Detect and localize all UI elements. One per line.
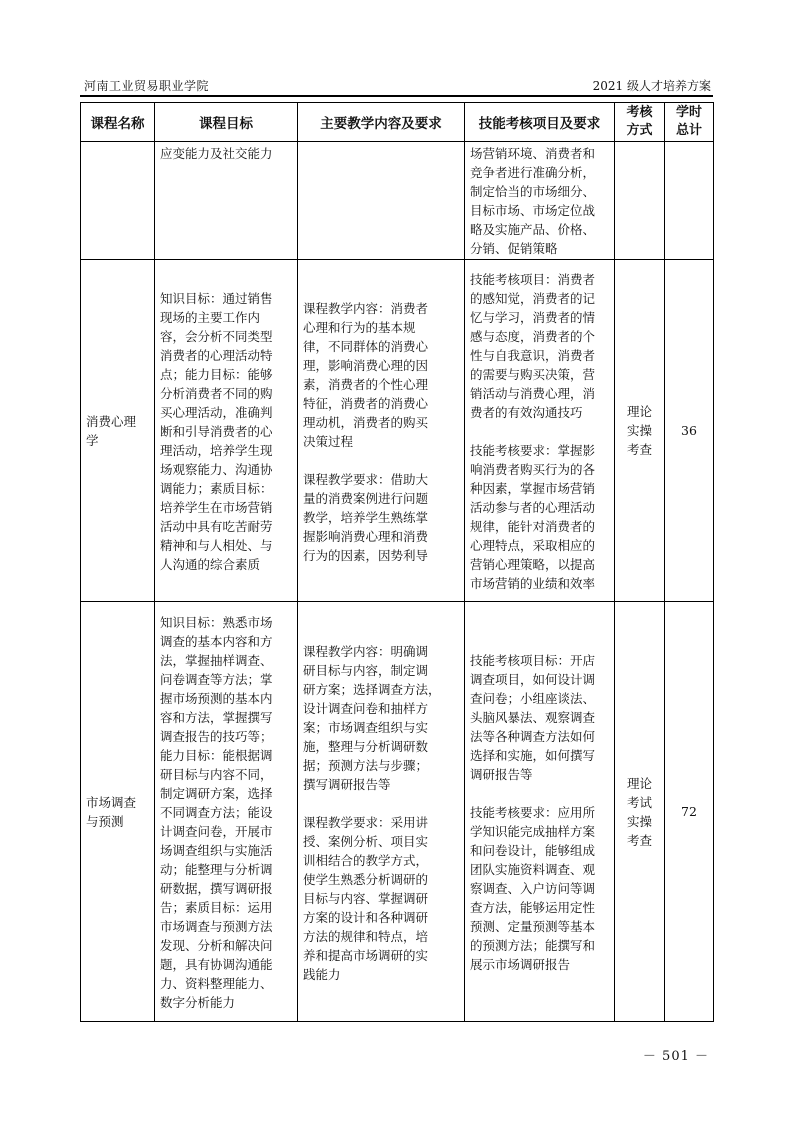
assessment-method-text: 理论 考试 实操 考查	[626, 775, 652, 848]
course-content-text	[298, 142, 464, 144]
course-goal-text: 知识目标：熟悉市场 调查的基本内容和方 法，掌握抽样调查、 问卷调查等方法；掌 握市场预测的基本内 容和方法，掌握撰写 调查报告的技巧等； 能力目标：能根据调 研目标与内容不同， 制定调研方案，选择 不同调查方法；能设 计调查问卷，开展市 场调查组织与实施活 动；能整理与分析调 研数据，撰写调研报 告；素质目标：运用 市场调查与预测方法 发现、分析和解决问 题，具有协调沟通能 力、资料整理能力、 数字分析能力	[160, 615, 273, 1010]
course-content-text: 课程教学内容：明确调 研目标与内容，制定调 研方案；选择调查方法， 设计调查问卷和抽样方 案；市场调查组织与实 施，整理与分析调研数 据；预测方法与步骤； 撰写调研报告等 课程教学要求：采用讲 授、案例分析、项目实 训相结合的教学方式， 使学生熟悉分析调研的 目标与内容、掌握调研 方案的设计和各种调研 方法的规律和特点，培 养和提高市场调研的实 践能力	[303, 643, 441, 982]
column-header-goal: 课程目标	[155, 103, 298, 142]
course-skill-text: 技能考核项目：消费者 的感知觉，消费者的记 忆与学习，消费者的情 感与态度，消费者的个 性与自我意识，消费者 的需要与购买决策，营 销活动与消费心理，消 费者的有效沟通技巧 技能考核要求：掌握影 响消费者购买行为的各 种因素，掌握市场营销 活动参与者的心理活动 规律，能针对消费者的 心理特点，采取相应的 营销心理策略，以提高 市场营销的业绩和效率	[470, 272, 596, 591]
course-skill-cell	[465, 142, 615, 260]
course-content-text: 课程教学内容：消费者 心理和行为的基本规 律，不同群体的消费心 理，影响消费心理的因 素，消费者的个性心理 特征，消费者的消费心 理动机，消费者的购买 决策过程 课程教学要求：借助大 量的消费案例进行问题 教学，培养学生熟练掌 握影响消费心理和消费 行为的因素，因势利导	[303, 300, 429, 563]
header-divider	[80, 95, 713, 97]
course-skill-text: 场营销环境、消费者和 竞争者进行准确分析， 制定恰当的市场细分、 目标市场、市场定位战 略及实施产品、价格、 分销、促销策略	[470, 146, 596, 256]
total-hours-cell	[665, 142, 714, 260]
course-goal-cell	[155, 260, 298, 602]
total-hours-cell: 36	[665, 260, 714, 602]
assessment-method-cell	[615, 142, 665, 260]
course-content-cell	[298, 260, 465, 602]
column-header-method-text: 考核 方式	[626, 105, 653, 138]
course-goal-cell	[155, 602, 298, 1022]
course-name-cell: 市场调查 与预测	[81, 602, 155, 1022]
course-skill-cell	[465, 260, 615, 602]
column-header-hours-text: 学时 总计	[675, 105, 702, 138]
course-content-cell	[298, 142, 465, 260]
header-school-name: 河南工业贸易职业学院	[84, 79, 210, 93]
table-row	[81, 602, 714, 1022]
column-header-hours	[665, 103, 714, 142]
page-number: － 501 －	[642, 1049, 709, 1064]
total-hours-cell: 72	[665, 602, 714, 1022]
assessment-method-cell	[615, 260, 665, 602]
course-goal-text: 应变能力及社交能力	[160, 146, 273, 161]
assessment-method-text: 理论 实操 考查	[626, 404, 652, 457]
course-skill-cell	[465, 602, 615, 1022]
column-header-skill: 技能考核项目及要求	[465, 103, 615, 142]
course-name-cell	[81, 142, 155, 260]
course-goal-cell	[155, 142, 298, 260]
course-goal-text: 知识目标：通过销售 现场的主要工作内 容，会分析不同类型 消费者的心理活动特 点；能力目标：能够 分析消费者不同的购 买心理活动，准确判 断和引导消费者的心 理活动，培养学生现 场观察能力、沟通协 调能力；素质目标： 培养学生在市场营销 活动中具有吃苦耐劳 精神和与人相处、与 人沟通的综合素质	[160, 291, 273, 572]
course-skill-text: 技能考核项目标：开店 调查项目，如何设计调 查问卷；小组座谈法、 头脑风暴法、观察调查 法等各种调查方法如何 选择和实施，如何撰写 调研报告等 技能考核要求：应用所 学知识能完成抽样方案 和问卷设计，能够组成 团队实施资料调查、观 察调查、入户访问等调 查方法，能够运用定性 预测、定量预测等基本 的预测方法；能撰写和 展示市场调研报告	[470, 653, 596, 972]
column-header-content: 主要教学内容及要求	[298, 103, 465, 142]
table-row	[81, 142, 714, 260]
column-header-method	[615, 103, 665, 142]
header-plan-title: 2021 级人才培养方案	[592, 79, 711, 93]
course-name-cell: 消费心理 学	[81, 260, 155, 602]
course-table	[80, 102, 714, 1022]
table-header-row	[81, 103, 714, 142]
table-row	[81, 260, 714, 602]
column-header-name: 课程名称	[81, 103, 155, 142]
assessment-method-cell	[615, 602, 665, 1022]
course-content-cell	[298, 602, 465, 1022]
